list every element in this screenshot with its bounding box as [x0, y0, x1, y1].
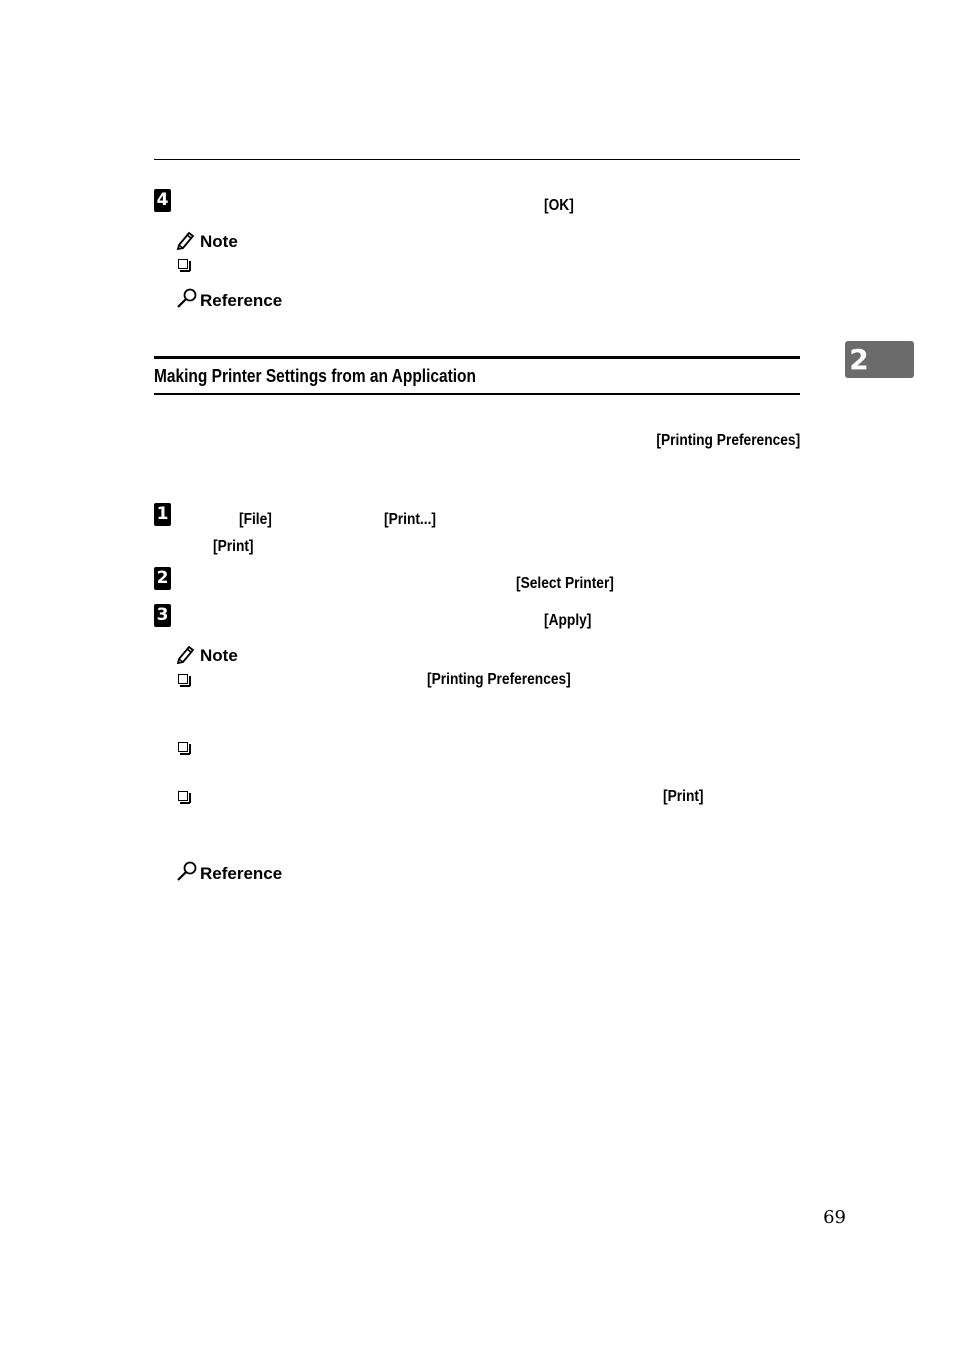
print-key: [Print] — [663, 788, 704, 805]
section-bottom-rule — [154, 393, 800, 395]
note-bullet — [178, 259, 188, 269]
select-printer-key: [Select Printer] — [516, 575, 614, 592]
step-1-marker: 1 — [154, 503, 171, 526]
pencil-icon — [176, 230, 196, 250]
section-top-rule — [154, 356, 800, 359]
printing-preferences-key: [Printing Preferences] — [656, 432, 800, 449]
section-title: Making Printer Settings from an Application — [154, 366, 476, 386]
reference-heading: Reference — [200, 291, 283, 310]
print-key: [Print] — [213, 538, 254, 555]
step-2-marker: 2 — [154, 567, 171, 590]
header-rule — [154, 159, 800, 160]
magnifier-icon — [176, 860, 198, 882]
chapter-tab — [845, 341, 914, 378]
step-4-marker: 4 — [154, 189, 171, 212]
page-number: 69 — [823, 1207, 846, 1228]
print-dots-key: [Print...] — [384, 511, 436, 528]
chapter-number: 2 — [849, 343, 869, 376]
step-3-marker: 3 — [154, 604, 171, 627]
note-heading: Note — [200, 646, 238, 665]
magnifier-icon — [176, 287, 198, 309]
note-bullet — [178, 674, 188, 684]
reference-heading: Reference — [200, 864, 283, 883]
ok-key: [OK] — [544, 197, 574, 214]
note-bullet — [178, 791, 188, 801]
file-key: [File] — [239, 511, 272, 528]
apply-key: [Apply] — [544, 612, 592, 629]
pencil-icon — [176, 644, 196, 664]
printing-preferences-key: [Printing Preferences] — [427, 671, 571, 688]
note-bullet — [178, 742, 188, 752]
note-heading: Note — [200, 232, 238, 251]
